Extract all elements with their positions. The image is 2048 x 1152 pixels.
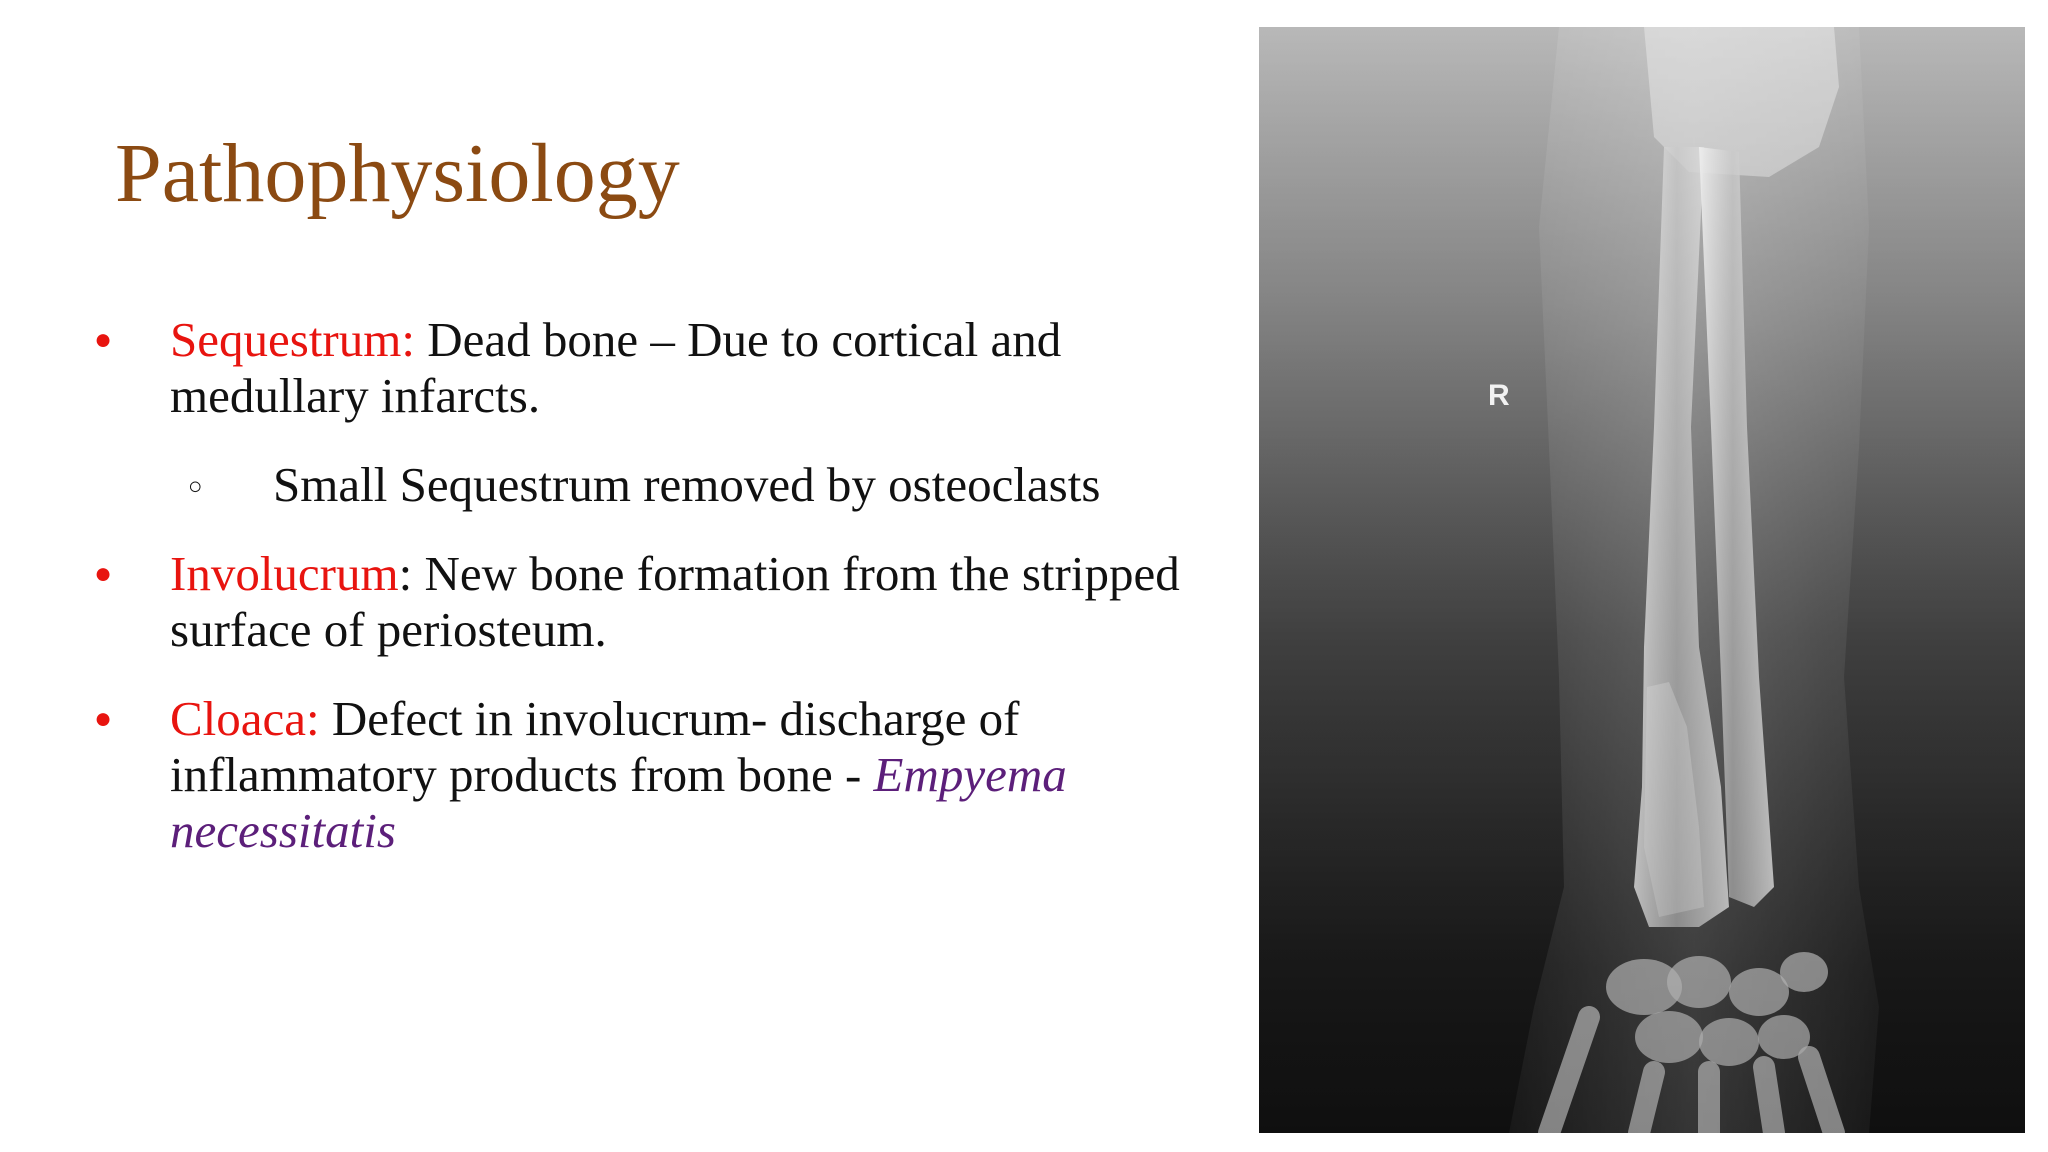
xray-side-marker: R xyxy=(1488,379,1510,412)
sub-bullet-text: Small Sequestrum removed by osteoclasts xyxy=(273,457,1101,512)
bullet-icon: ● xyxy=(93,702,113,735)
sub-bullet-item xyxy=(88,457,1198,513)
definition-sequestrum: Dead bone – Due to cortical and medullary infarcts. xyxy=(170,312,1062,423)
term-sequestrum: Sequestrum: xyxy=(170,312,415,367)
xray-vignette-overlay xyxy=(1259,27,2025,1133)
definition-involucrum: : New bone formation from the stripped surface of periosteum. xyxy=(170,546,1180,657)
term-empyema-necessitatis: Empyema necessitatis xyxy=(170,747,1067,858)
bullet-item-sequestrum xyxy=(88,312,1198,424)
slide-title: Pathophysiology xyxy=(115,127,680,220)
bullet-item-cloaca xyxy=(88,691,1198,859)
bullet-list xyxy=(88,312,1198,892)
definition-cloaca: Defect in involucrum- discharge of inflammatory products from bone - xyxy=(170,691,1020,802)
term-involucrum: Involucrum xyxy=(170,546,399,601)
hollow-bullet-icon: ○ xyxy=(188,474,203,500)
xray-illustration xyxy=(1259,27,2025,1133)
term-cloaca: Cloaca: xyxy=(170,691,320,746)
bullet-icon: ● xyxy=(93,323,113,356)
bullet-icon: ● xyxy=(93,557,113,590)
forearm-xray-image xyxy=(1259,27,2025,1133)
bullet-item-involucrum xyxy=(88,546,1198,658)
